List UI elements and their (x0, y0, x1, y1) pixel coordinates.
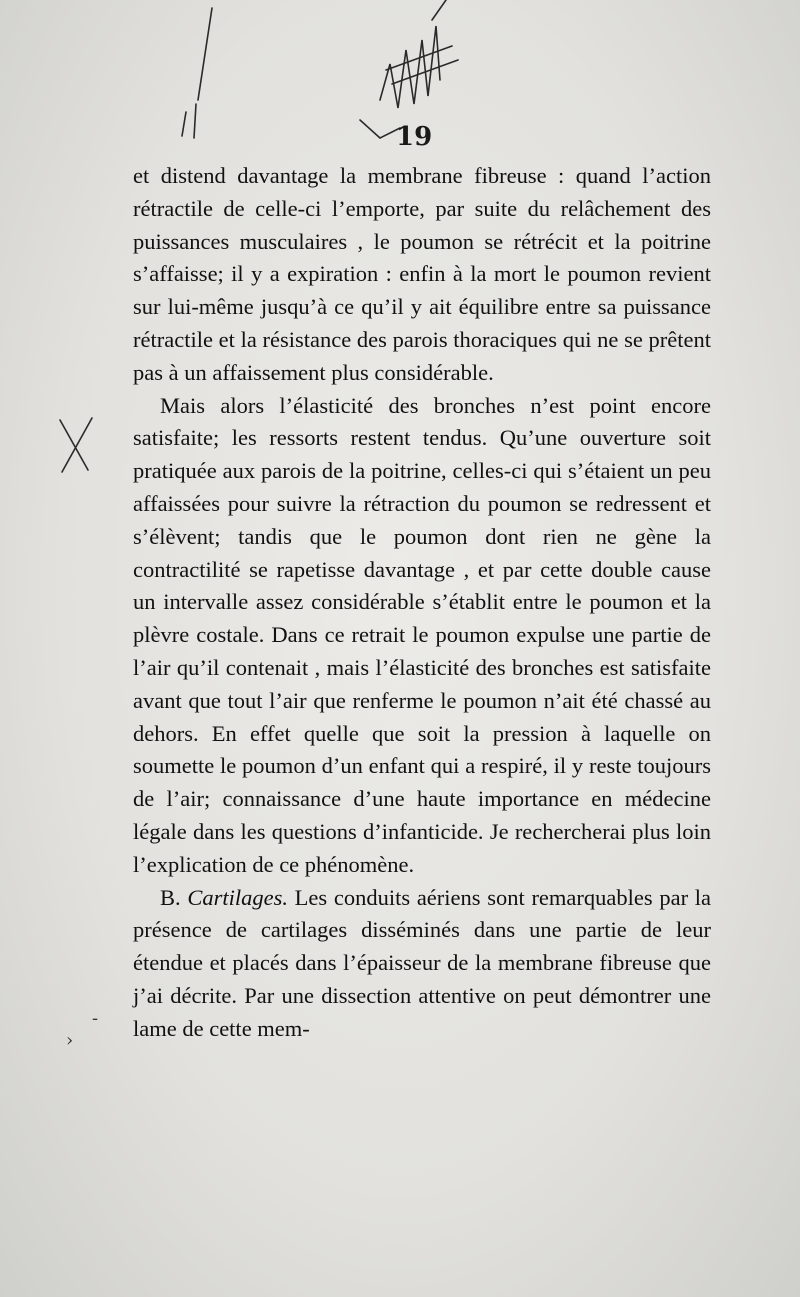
section-title: Cartilages. (187, 884, 288, 910)
margin-caret-mark: › (66, 1030, 74, 1051)
paragraph-1: et distend davantage la membrane fibreuse : quand l’action rétractile de celle-ci l’emporte, par suite du relâchement des puissances musculaires , le poumon se rétrécit et la poitrine s’affaisse; il y a expiration : enfin à la mort le poumon revient sur lui-même jusqu’à ce qu’il y ait équilibre entre sa puissance rétractile et la résistance des parois thoraciques qui ne se prêtent pas à un affaissement plus considérable. (133, 163, 711, 385)
paragraph-2: Mais alors l’élasticité des bronches n’est point encore satisfaite; les ressorts restent tendus. Qu’une ouverture soit pratiquée aux parois de la poitrine, celles-ci qui s’étaient un peu affaissées pour suivre la rétraction du poumon se redressent et s’élèvent; tandis que le poumon dont rien ne gène la contractilité se rapetisse davantage , et par cette double cause un intervalle assez considérable s’établit entre le poumon et la plèvre costale. Dans ce retrait le poumon expulse une partie de l’air qu’il contenait , mais l’élasticité des bronches est satisfaite avant que tout l’air que renferme le poumon n’ait été chassé au dehors. En effet quelle que soit la pression à laquelle on soumette le poumon d’un enfant qui a respiré, il y reste toujours de l’air; connaissance d’une haute importance en médecine légale dans les questions d’infanticide. Je rechercherai plus loin l’explication de ce phénomène. (133, 392, 711, 877)
body-text (133, 160, 711, 1046)
page-number: 19 (396, 122, 433, 152)
section-label: B. (160, 884, 181, 910)
paragraph-3 (133, 882, 711, 1046)
paragraph-3-text: Les conduits aériens sont remarquables par la présence de cartilages disséminés dans une partie de leur étendue et placés dans l’épaisseur de la membrane fibreuse que j’ai décrite. Par une dissection attentive on peut démontrer une lame de cette mem- (133, 884, 711, 1041)
margin-dash-mark: - (92, 1008, 99, 1029)
